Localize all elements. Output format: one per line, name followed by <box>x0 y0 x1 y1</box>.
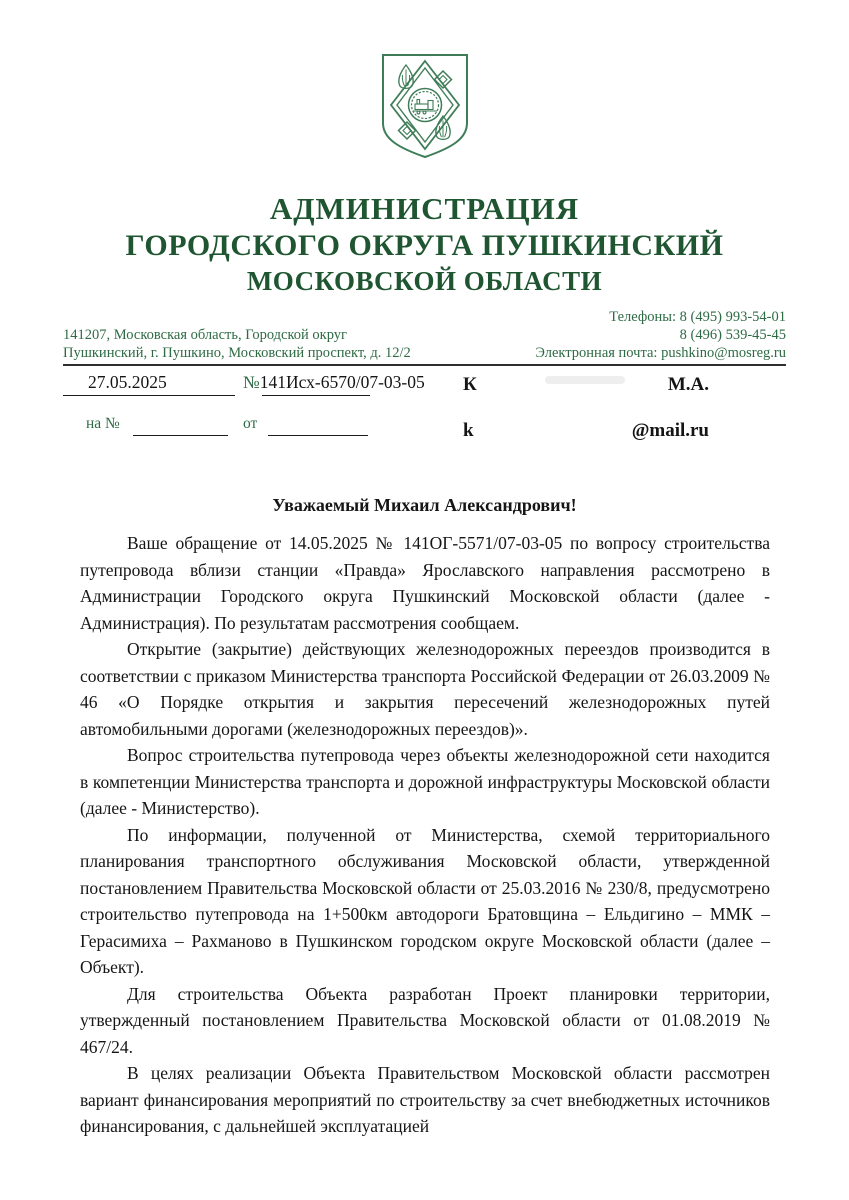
inner-diamond <box>397 68 453 142</box>
outgoing-number <box>243 372 425 393</box>
letter-paragraph: Для строительства Объекта разработан Проект планировки территории, утвержденный постановлением Правительства Московской области от 01.08.2019 № 467/24. <box>80 983 770 1057</box>
address-line2: Пушкинский, г. Пушкино, Московский проспект, д. 12/2 <box>63 345 411 361</box>
phone-email-block <box>535 308 786 362</box>
letter-paragraph: Вопрос строительства путепровода через объекты железнодорожной сети находится в компетенции Министерства транспорта и дорожной инфраструктуры Московской области (далее - Министерство). <box>80 745 770 818</box>
recipient-email-domain: @mail.ru <box>631 420 709 441</box>
letter-paragraph: Ваше обращение от 14.05.2025 № 141ОГ-5571/07-03-05 по вопросу строительства путепровода вблизи станции «Правда» Ярославского направления рассмотрено в Администрации Городского округа Пушкинский Московской области (далее - Администрация). По результатам рассмотрения сообщаем. <box>80 533 770 633</box>
org-title-line3: МОСКОВСКОЙ ОБЛАСТИ <box>246 266 603 296</box>
phones-line2: 8 (496) 539-45-45 <box>679 327 786 343</box>
org-title-line1: АДМИНИСТРАЦИЯ <box>269 191 580 226</box>
letter-paragraph: В целях реализации Объекта Правительством Московской области рассмотрен вариант финансирования мероприятий по строительству за счет внебюджетных источников финансирования, с дальнейшей эксплуатацией <box>80 1063 770 1136</box>
phones-line1: Телефоны: 8 (495) 993-54-01 <box>609 309 786 325</box>
postal-address <box>63 326 411 362</box>
recipient-initials: М.А. <box>667 374 709 395</box>
locomotive-icon <box>413 100 437 114</box>
recipient-block <box>463 374 709 442</box>
recipient-name-row <box>463 374 709 396</box>
flame-icon-top-left <box>399 65 413 88</box>
recipient-email-start: k <box>463 420 474 441</box>
recipient-email-row <box>463 420 709 442</box>
address-line1: 141207, Московская область, Городской округ <box>63 327 347 343</box>
na-no-label: на № <box>86 415 120 432</box>
outer-diamond <box>391 61 459 149</box>
date-underline <box>63 395 235 396</box>
letter-paragraph: Открытие (закрытие) действующих железнодорожных переездов производится в соответствии с приказом Министерства транспорта Российской Федерации от 26.03.2009 № 46 «О Порядке открытия и закрытия пересечений железнодорожных путей автомобильными дорогами (железнодорожных переездов)». <box>80 639 770 739</box>
ot-underline <box>268 435 368 436</box>
letter-date: 27.05.2025 <box>88 372 167 392</box>
letter-paragraph: По информации, полученной от Министерства, схемой территориального планирования транспортного обслуживания Московской области, утвержденной постановлением Правительства Московской области от 25.03.2016 № 230/8, предусмотрено строительство путепровода на 1+500км автодороги Братовщина – Ельдигино – ММК – Герасимиха – Рахманово в Пушкинском городском округе Московской области (далее – Объект). <box>80 824 770 977</box>
org-title-line2: ГОРОДСКОГО ОКРУГА ПУШКИНСКИЙ <box>125 229 724 262</box>
pushkinsky-coat-of-arms-icon <box>379 52 471 162</box>
email-line: Электронная почта: pushkino@mosreg.ru <box>535 345 786 361</box>
number-sign: № <box>243 372 260 392</box>
salutation: Уважаемый Михаил Александрович! <box>272 495 577 515</box>
recipient-name-start: К <box>463 374 477 395</box>
contacts-block <box>63 308 786 366</box>
number-value: 141Исх-6570/07-03-05 <box>259 372 425 392</box>
number-underline <box>262 395 370 396</box>
emblem-circle <box>409 89 442 122</box>
organization-title <box>0 190 849 298</box>
ot-label: от <box>243 415 258 432</box>
letter-body <box>80 530 770 1140</box>
na-no-underline <box>133 435 228 436</box>
